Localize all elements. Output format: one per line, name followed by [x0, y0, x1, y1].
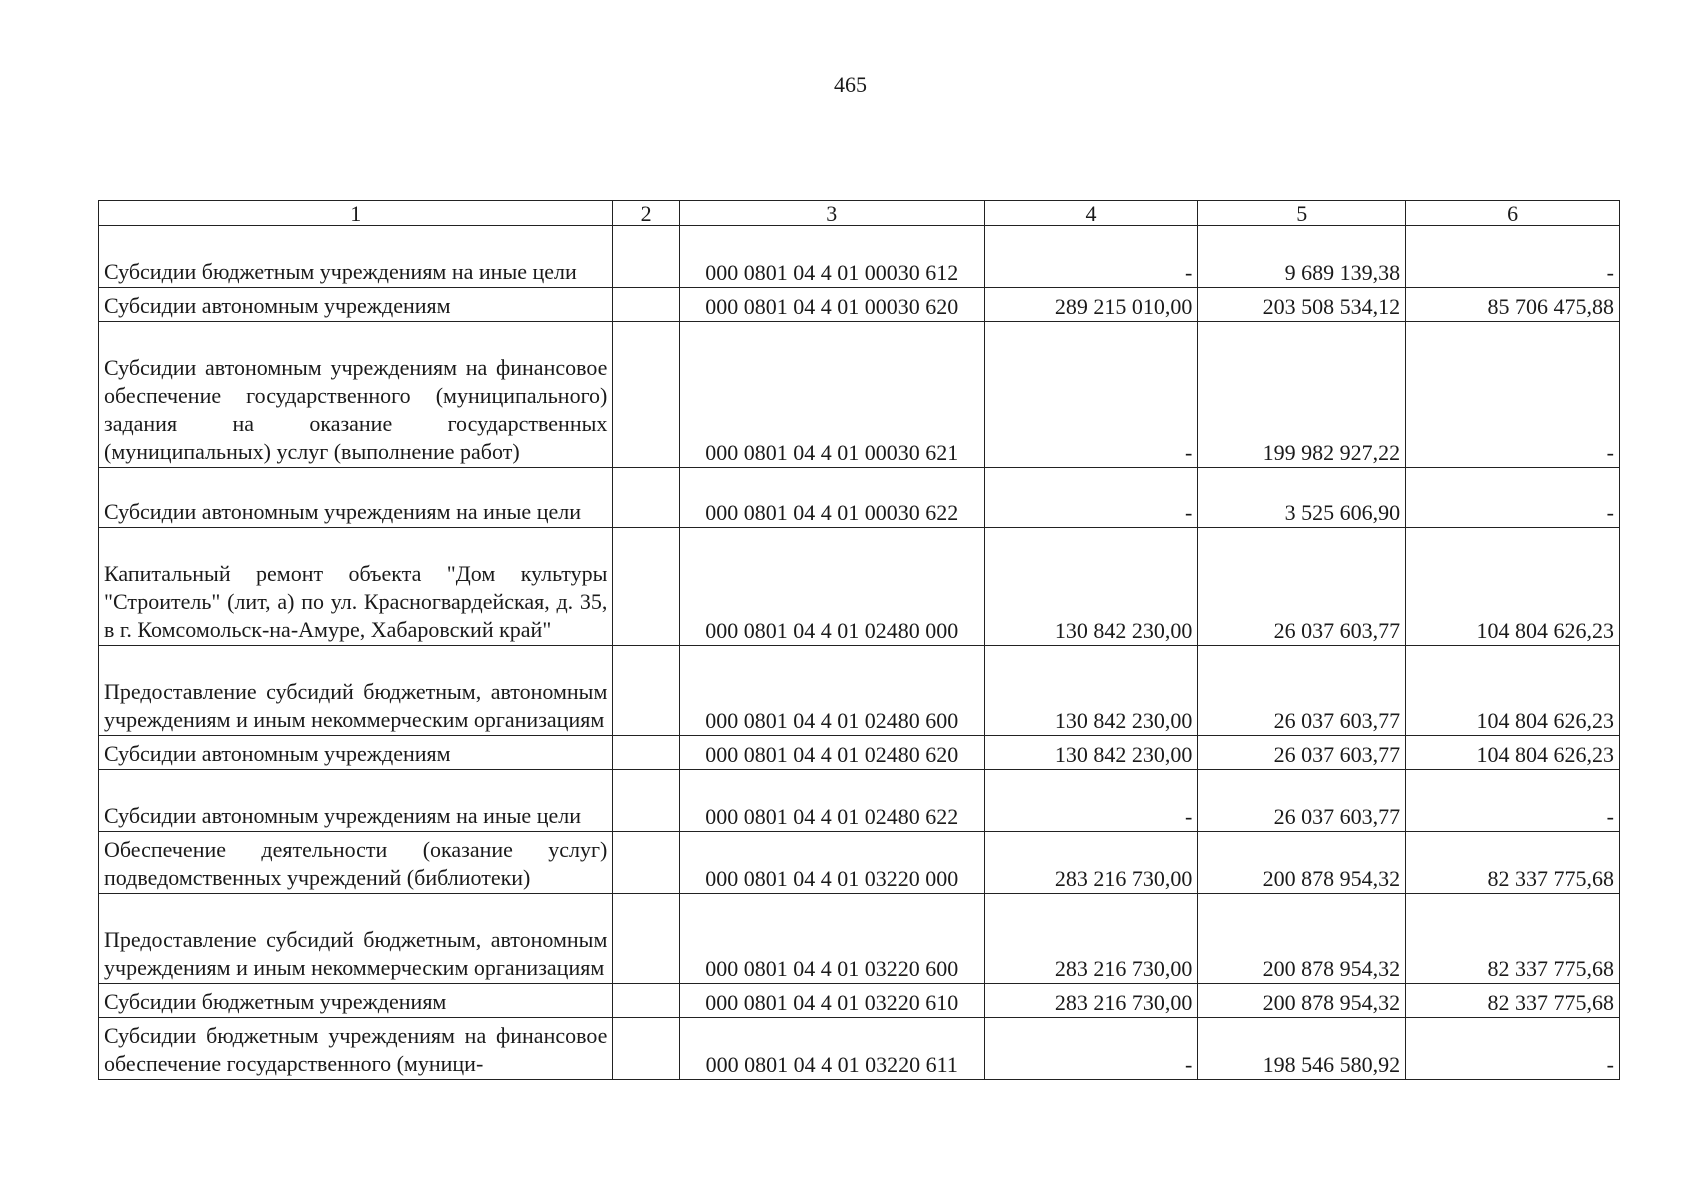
row-code: 000 0801 04 4 01 03220 000 — [679, 832, 984, 894]
row-col2 — [613, 736, 680, 770]
row-col5: 3 525 606,90 — [1198, 468, 1406, 528]
row-code: 000 0801 04 4 01 00030 621 — [679, 322, 984, 468]
table-row — [99, 646, 1620, 736]
row-col4: 130 842 230,00 — [984, 646, 1198, 736]
row-col5: 200 878 954,32 — [1198, 894, 1406, 984]
row-col6: - — [1406, 770, 1620, 832]
row-code: 000 0801 04 4 01 00030 620 — [679, 288, 984, 322]
row-name: Субсидии бюджетным учреждениям на финансовое обеспечение государственного (муници- — [99, 1018, 613, 1080]
header-col-2: 2 — [613, 201, 680, 226]
row-name: Субсидии бюджетным учреждениям на иные цели — [99, 226, 613, 288]
row-col5: 26 037 603,77 — [1198, 770, 1406, 832]
table-header — [99, 201, 1620, 226]
row-col2 — [613, 984, 680, 1018]
row-name: Субсидии автономным учреждениям — [99, 288, 613, 322]
row-col6: 104 804 626,23 — [1406, 736, 1620, 770]
row-col2 — [613, 468, 680, 528]
row-col2 — [613, 770, 680, 832]
row-col2 — [613, 322, 680, 468]
table-row — [99, 984, 1620, 1018]
row-col6: 104 804 626,23 — [1406, 528, 1620, 646]
row-col6: 85 706 475,88 — [1406, 288, 1620, 322]
row-col2 — [613, 1018, 680, 1080]
row-code: 000 0801 04 4 01 02480 600 — [679, 646, 984, 736]
row-code: 000 0801 04 4 01 03220 610 — [679, 984, 984, 1018]
row-col6: 82 337 775,68 — [1406, 984, 1620, 1018]
table-row — [99, 528, 1620, 646]
row-col2 — [613, 646, 680, 736]
row-col6: 82 337 775,68 — [1406, 894, 1620, 984]
row-name: Субсидии бюджетным учреждениям — [99, 984, 613, 1018]
row-col6: - — [1406, 1018, 1620, 1080]
row-col4: - — [984, 226, 1198, 288]
row-name: Субсидии автономным учреждениям — [99, 736, 613, 770]
header-col-4: 4 — [984, 201, 1198, 226]
row-col4: 283 216 730,00 — [984, 894, 1198, 984]
row-col5: 26 037 603,77 — [1198, 528, 1406, 646]
table-row — [99, 288, 1620, 322]
row-code: 000 0801 04 4 01 02480 000 — [679, 528, 984, 646]
row-col4: 283 216 730,00 — [984, 984, 1198, 1018]
row-name: Предоставление субсидий бюджетным, автономным учреждениям и иным некоммерческим организациям — [99, 646, 613, 736]
row-code: 000 0801 04 4 01 02480 622 — [679, 770, 984, 832]
table-row — [99, 770, 1620, 832]
row-code: 000 0801 04 4 01 03220 611 — [679, 1018, 984, 1080]
row-code: 000 0801 04 4 01 00030 622 — [679, 468, 984, 528]
table-row — [99, 894, 1620, 984]
row-name: Субсидии автономным учреждениям на финансовое обеспечение государственного (муниципального) задания на оказание государственных (муниципальных) услуг (выполнение работ) — [99, 322, 613, 468]
row-code: 000 0801 04 4 01 03220 600 — [679, 894, 984, 984]
header-col-3: 3 — [679, 201, 984, 226]
row-col2 — [613, 528, 680, 646]
header-col-6: 6 — [1406, 201, 1620, 226]
row-col6: - — [1406, 226, 1620, 288]
table-row — [99, 322, 1620, 468]
table-row — [99, 832, 1620, 894]
table-row — [99, 736, 1620, 770]
row-col6: 82 337 775,68 — [1406, 832, 1620, 894]
row-col5: 199 982 927,22 — [1198, 322, 1406, 468]
row-col5: 9 689 139,38 — [1198, 226, 1406, 288]
row-col6: 104 804 626,23 — [1406, 646, 1620, 736]
row-col5: 203 508 534,12 — [1198, 288, 1406, 322]
row-col4: 283 216 730,00 — [984, 832, 1198, 894]
row-col2 — [613, 894, 680, 984]
row-col4: - — [984, 770, 1198, 832]
row-name: Капитальный ремонт объекта "Дом культуры "Строитель" (лит, а) по ул. Красногвардейская, д. 35, в г. Комсомольск-на-Амуре, Хабаровский край" — [99, 528, 613, 646]
row-col2 — [613, 832, 680, 894]
row-col5: 26 037 603,77 — [1198, 736, 1406, 770]
header-col-5: 5 — [1198, 201, 1406, 226]
row-col4: - — [984, 1018, 1198, 1080]
row-col4: 289 215 010,00 — [984, 288, 1198, 322]
budget-table — [98, 200, 1620, 1080]
row-name: Субсидии автономным учреждениям на иные цели — [99, 770, 613, 832]
row-code: 000 0801 04 4 01 00030 612 — [679, 226, 984, 288]
row-col6: - — [1406, 322, 1620, 468]
table-row — [99, 226, 1620, 288]
table-row — [99, 1018, 1620, 1080]
header-row — [99, 201, 1620, 226]
row-name: Обеспечение деятельности (оказание услуг) подведомственных учреждений (библиотеки) — [99, 832, 613, 894]
row-col2 — [613, 226, 680, 288]
row-name: Предоставление субсидий бюджетным, автономным учреждениям и иным некоммерческим организациям — [99, 894, 613, 984]
page-number: 465 — [834, 72, 867, 97]
row-col5: 200 878 954,32 — [1198, 984, 1406, 1018]
row-col4: - — [984, 468, 1198, 528]
row-col2 — [613, 288, 680, 322]
header-col-1: 1 — [99, 201, 613, 226]
row-col5: 198 546 580,92 — [1198, 1018, 1406, 1080]
table-body — [99, 226, 1620, 1080]
row-name: Субсидии автономным учреждениям на иные цели — [99, 468, 613, 528]
row-col4: 130 842 230,00 — [984, 736, 1198, 770]
row-col4: - — [984, 322, 1198, 468]
table-row — [99, 468, 1620, 528]
row-col5: 200 878 954,32 — [1198, 832, 1406, 894]
row-col6: - — [1406, 468, 1620, 528]
row-code: 000 0801 04 4 01 02480 620 — [679, 736, 984, 770]
row-col4: 130 842 230,00 — [984, 528, 1198, 646]
row-col5: 26 037 603,77 — [1198, 646, 1406, 736]
